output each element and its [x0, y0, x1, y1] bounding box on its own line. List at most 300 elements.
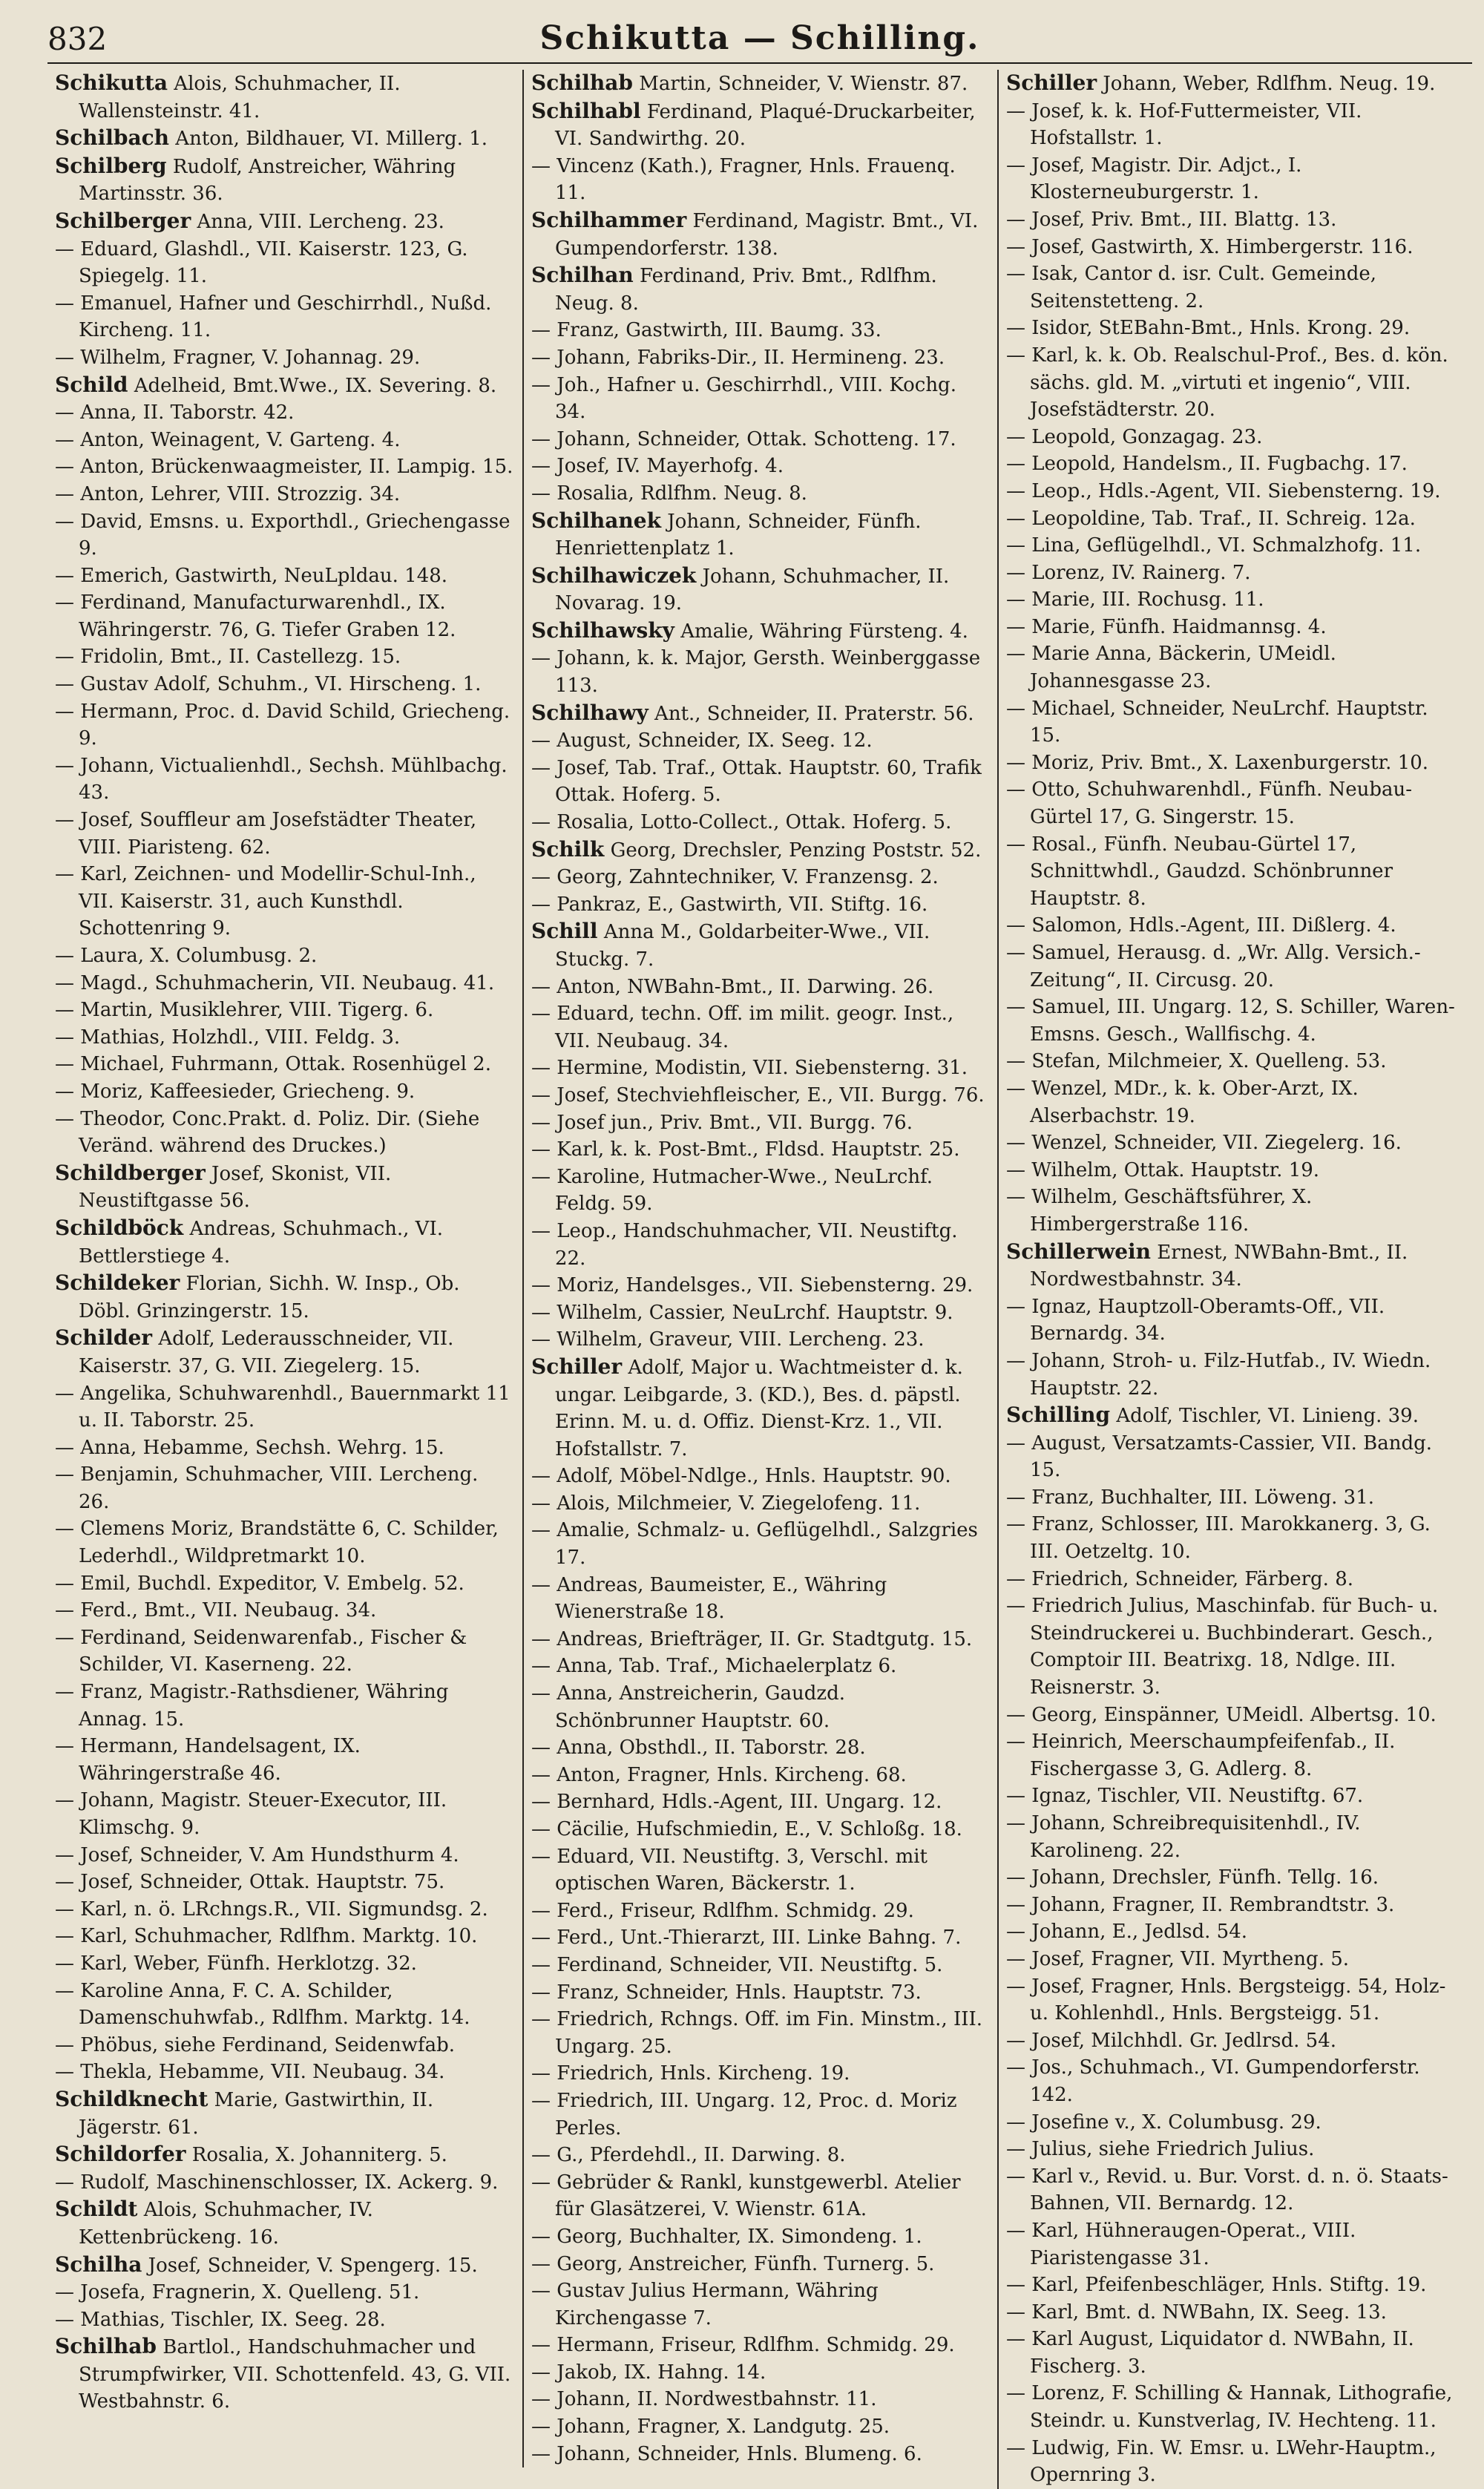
directory-entry — [55, 290, 515, 344]
ditto-dash: — — [1006, 833, 1025, 856]
surname: Schildknecht — [55, 2086, 209, 2111]
ditto-dash: — — [531, 1926, 551, 1949]
entry-text: Eduard, Glashdl., VII. Kaiserstr. 123, G. Spiegelg. 11. — [79, 237, 468, 288]
surname: Schilhawsky — [531, 617, 674, 643]
ditto-dash: — — [531, 1953, 551, 1976]
directory-entry — [55, 208, 515, 236]
entry-text: Marie, III. Rochusg. 11. — [1031, 588, 1264, 611]
ditto-dash: — — [531, 1219, 551, 1242]
ditto-dash: — — [1006, 1975, 1025, 1998]
ditto-dash: — — [1006, 1158, 1025, 1181]
surname: Schill — [531, 919, 598, 944]
entry-text: Ignaz, Tischler, VII. Neustiftg. 67. — [1031, 1785, 1364, 1808]
directory-entry — [531, 1136, 990, 1164]
directory-entry — [1006, 1946, 1465, 1973]
directory-entry — [1006, 2217, 1465, 2272]
ditto-dash: — — [55, 1463, 74, 1486]
directory-entry — [55, 481, 515, 508]
entry-text: Georg, Zahntechniker, V. Franzensg. 2. — [556, 866, 939, 889]
ditto-dash: — — [531, 1492, 551, 1515]
running-head: Schikutta — Schilling. — [539, 19, 980, 57]
directory-entry — [1006, 342, 1465, 424]
surname: Schiller — [1006, 70, 1097, 95]
directory-entry — [55, 861, 515, 942]
entry-text: Ferdinand, Seidenwarenfab., Fischer & Schilder, VI. Kaserneng. 22. — [79, 1626, 467, 1676]
directory-entry — [55, 1733, 515, 1787]
directory-entry — [55, 1842, 515, 1869]
ditto-dash: — — [55, 1107, 74, 1130]
surname: Schilberg — [55, 153, 167, 178]
ditto-dash: — — [1006, 425, 1025, 448]
directory-entry — [1006, 2299, 1465, 2326]
ditto-dash: — — [531, 1519, 551, 1542]
entry-text: Thekla, Hebamme, VII. Neubaug. 34. — [80, 2061, 445, 2084]
entry-text: Leopold, Gonzagag. 23. — [1031, 425, 1263, 448]
directory-entry — [531, 1218, 990, 1272]
directory-entry — [1006, 1728, 1465, 1783]
entry-text: Josef jun., Priv. Bmt., VII. Burgg. 76. — [556, 1111, 913, 1134]
surname: Schilhab — [531, 70, 633, 95]
entry-text: Adolf, Tischler, VI. Linieng. 39. — [1116, 1405, 1419, 1428]
directory-entry — [531, 2060, 990, 2088]
entry-text: Hermann, Friseur, Rdlfhm. Schmidg. 29. — [556, 2334, 955, 2357]
directory-entry — [531, 755, 990, 809]
ditto-dash: — — [55, 401, 74, 424]
entry-text: Anna, Obsthdl., II. Taborstr. 28. — [556, 1737, 866, 1760]
ditto-dash: — — [1006, 1050, 1025, 1073]
entry-text: August, Schneider, IX. Seeg. 12. — [556, 729, 873, 752]
entry-text: Ferdinand, Priv. Bmt., Rdlfhm. Neug. 8. — [555, 265, 937, 315]
ditto-dash: — — [55, 1382, 74, 1405]
directory-entry — [1006, 912, 1465, 939]
entry-text: Emanuel, Hafner und Geschirrhdl., Nußd. Kircheng. 11. — [79, 292, 492, 342]
surname: Schilhanek — [531, 508, 661, 533]
entry-text: Karoline, Hutmacher-Wwe., NeuLrchf. Feldg. 59. — [555, 1165, 933, 1216]
ditto-dash: — — [1006, 534, 1025, 557]
entry-text: Johann, Schneider, Fünfh. Henriettenplatz 1. — [555, 510, 922, 560]
ditto-dash: — — [55, 1681, 74, 1704]
ditto-dash: — — [1006, 208, 1025, 231]
ditto-dash: — — [531, 2225, 551, 2248]
entry-text: Josefa, Fragnerin, X. Quelleng. 51. — [80, 2281, 420, 2304]
directory-entry — [531, 70, 990, 98]
directory-entry — [531, 1816, 990, 1843]
directory-entry — [531, 891, 990, 919]
entry-text: Salomon, Hdls.-Agent, III. Dißlerg. 4. — [1031, 914, 1396, 937]
entry-text: Lorenz, F. Schilling & Hannak, Lithografie, Steindr. u. Kunstverlag, IV. Hechteng. 11. — [1030, 2382, 1453, 2433]
directory-entry — [531, 2223, 990, 2251]
directory-entry — [1006, 98, 1465, 152]
ditto-dash: — — [1006, 1077, 1025, 1100]
directory-entry — [1006, 776, 1465, 830]
entry-text: Karl, n. ö. LRchngs.R., VII. Sigmundsg. 2. — [80, 1898, 488, 1921]
entry-text: David, Emsns. u. Exporthdl., Griechengasse 9. — [79, 510, 510, 560]
entry-text: Friedrich, Rchngs. Off. im Fin. Minstm., III. Ungarg. 25. — [555, 2008, 983, 2058]
directory-entry — [55, 1896, 515, 1924]
ditto-dash: — — [1006, 1731, 1025, 1754]
ditto-dash: — — [531, 975, 551, 998]
directory-entry — [55, 1515, 515, 1570]
entry-text: Josef, Schneider, V. Spengerg. 15. — [148, 2254, 478, 2277]
directory-entry — [1006, 315, 1465, 342]
ditto-dash: — — [1006, 588, 1025, 611]
directory-entry — [531, 1680, 990, 1734]
directory-entry — [55, 2169, 515, 2197]
entry-text: Hermine, Modistin, VII. Siebensterng. 31. — [556, 1057, 968, 1080]
surname: Schilk — [531, 836, 605, 862]
directory-entry — [531, 344, 990, 372]
entry-text: Marie Anna, Bäckerin, UMeidl. Johannesgasse 23. — [1030, 643, 1336, 693]
entry-text: Magd., Schuhmacherin, VII. Neubaug. 41. — [80, 971, 495, 994]
surname: Schilhan — [531, 263, 634, 288]
entry-text: Ferd., Bmt., VII. Neubaug. 34. — [80, 1599, 377, 1622]
entry-text: Franz, Buchhalter, III. Löweng. 31. — [1031, 1486, 1375, 1509]
ditto-dash: — — [531, 1899, 551, 1922]
ditto-dash: — — [55, 646, 74, 669]
directory-entry — [531, 1843, 990, 1898]
directory-entry — [1006, 1918, 1465, 1946]
ditto-dash: — — [531, 1818, 551, 1840]
directory-entry — [531, 809, 990, 836]
ditto-dash: — — [55, 1898, 74, 1921]
surname: Schilhammer — [531, 207, 687, 232]
entry-text: Adolf, Lederausschneider, VII. Kaiserstr. 37, G. VII. Ziegelerg. 15. — [79, 1328, 454, 1377]
ditto-dash: — — [55, 1599, 74, 1622]
directory-entry — [55, 752, 515, 807]
entry-text: Johann, Schreibrequisitenhdl., IV. Karolineng. 22. — [1030, 1812, 1361, 1862]
ditto-dash: — — [531, 647, 551, 670]
entry-text: Johann, Weber, Rdlfhm. Neug. 19. — [1103, 73, 1436, 95]
entry-text: Josef, Tab. Traf., Ottak. Hauptstr. 60, Trafik Ottak. Hoferg. 5. — [555, 756, 982, 807]
directory-entry — [531, 700, 990, 728]
directory-entry — [55, 1051, 515, 1078]
entry-text: Johann, Schneider, Ottak. Schotteng. 17. — [556, 427, 956, 450]
directory-entry — [1006, 1184, 1465, 1238]
directory-entry — [531, 2386, 990, 2413]
ditto-dash: — — [531, 2144, 551, 2167]
directory-entry — [55, 563, 515, 590]
ditto-dash: — — [1006, 2301, 1025, 2324]
directory-entry — [55, 2252, 515, 2280]
ditto-dash: — — [1006, 1921, 1025, 1944]
directory-entry — [531, 1517, 990, 1571]
directory-entry — [55, 1950, 515, 1978]
entry-text: Alois, Milchmeier, V. Ziegelofeng. 11. — [556, 1492, 921, 1515]
directory-entry — [531, 1299, 990, 1327]
ditto-dash: — — [531, 2062, 551, 2085]
ditto-dash: — — [55, 564, 74, 587]
ditto-dash: — — [531, 2171, 551, 2194]
directory-entry — [55, 2032, 515, 2059]
entry-text: Rosal., Fünfh. Neubau-Gürtel 17, Schnittwhdl., Gaudzd. Schönbrunner Hauptstr. 8. — [1030, 833, 1393, 910]
entry-text: Anna M., Goldarbeiter-Wwe., VII. Stuckg. 7. — [555, 921, 930, 971]
ditto-dash: — — [1006, 1295, 1025, 1318]
entry-text: Stefan, Milchmeier, X. Quelleng. 53. — [1031, 1050, 1387, 1073]
directory-entry — [1006, 234, 1465, 261]
ditto-dash: — — [531, 1301, 551, 1324]
entry-text: Friedrich Julius, Maschinfab. für Buch- u. Steindruckerei u. Buchbinderart. Gesch., Comptoir III. Beatrixg. 18, Ndlge. III. Reisnerstr. 3. — [1030, 1595, 1439, 1699]
ditto-dash: — — [1006, 778, 1025, 801]
directory-entry — [1006, 614, 1465, 641]
directory-entry — [55, 1978, 515, 2032]
ditto-dash: — — [55, 1979, 74, 2002]
ditto-dash: — — [531, 2334, 551, 2357]
entry-text: Anton, Lehrer, VIII. Strozzig. 34. — [80, 482, 401, 505]
entry-text: Rudolf, Anstreicher, Währing Martinsstr. 36. — [79, 155, 456, 206]
ditto-dash: — — [531, 1763, 551, 1786]
ditto-dash: — — [55, 292, 74, 315]
directory-entry — [531, 2359, 990, 2387]
entry-text: Karl, Pfeifenbeschläger, Hnls. Stiftg. 19. — [1031, 2274, 1427, 2297]
directory-entry — [55, 2333, 515, 2416]
entry-text: Karl, Weber, Fünfh. Herklotzg. 32. — [80, 1952, 417, 1975]
entry-text: Karl, Schuhmacher, Rdlfhm. Marktg. 10. — [80, 1925, 478, 1948]
entry-text: Josefine v., X. Columbusg. 29. — [1031, 2111, 1322, 2134]
ditto-dash: — — [1006, 1486, 1025, 1509]
ditto-dash: — — [55, 482, 74, 505]
entry-text: Georg, Anstreicher, Fünfh. Turnerg. 5. — [556, 2252, 935, 2275]
entry-text: Vincenz (Kath.), Fragner, Hnls. Frauenq. 11. — [555, 154, 956, 205]
entry-text: Anton, Brückenwaagmeister, II. Lampig. 15. — [80, 456, 513, 479]
surname: Schilhabl — [531, 98, 641, 123]
ditto-dash: — — [531, 2252, 551, 2275]
entry-text: Benjamin, Schuhmacher, VIII. Lercheng. 26. — [79, 1463, 479, 1513]
directory-entry — [531, 1924, 990, 1952]
entry-text: Josef, Schneider, V. Am Hundsthurm 4. — [80, 1843, 459, 1866]
ditto-dash: — — [1006, 2056, 1025, 2079]
entry-text: Johann, Stroh- u. Filz-Hutfab., IV. Wiedn. Hauptstr. 22. — [1030, 1349, 1431, 1400]
entry-text: Karl, k. k. Post-Bmt., Fldsd. Hauptstr. 25. — [556, 1138, 960, 1161]
ditto-dash: — — [55, 1436, 74, 1459]
ditto-dash: — — [55, 999, 74, 1022]
directory-entry — [1006, 2435, 1465, 2489]
directory-entry — [55, 1624, 515, 1679]
directory-entry — [531, 1952, 990, 1979]
entry-text: Cäcilie, Hufschmiedin, E., V. Schloßg. 18. — [556, 1818, 962, 1840]
directory-entry — [1006, 2272, 1465, 2299]
ditto-dash: — — [531, 866, 551, 889]
directory-entry — [1006, 2054, 1465, 2108]
directory-entry — [55, 1270, 515, 1325]
ditto-dash: — — [55, 1026, 74, 1049]
directory-entry — [55, 2279, 515, 2306]
ditto-dash: — — [531, 346, 551, 369]
ditto-dash: — — [1006, 507, 1025, 530]
directory-entry — [55, 344, 515, 372]
entry-text: Johann, Schneider, Hnls. Blumeng. 6. — [556, 2442, 922, 2465]
entry-text: Anna, Hebamme, Sechsh. Wehrg. 15. — [80, 1436, 444, 1459]
entry-text: Georg, Einspänner, UMeidl. Albertsg. 10. — [1031, 1703, 1437, 1726]
entry-text: Wilhelm, Cassier, NeuLrchf. Hauptstr. 9. — [556, 1301, 953, 1324]
entry-text: Wilhelm, Fragner, V. Johannag. 29. — [80, 346, 421, 369]
ditto-dash: — — [55, 2061, 74, 2084]
directory-entry — [55, 1160, 515, 1215]
entry-text: Emerich, Gastwirth, NeuLpldau. 148. — [80, 564, 448, 587]
surname: Schildt — [55, 2197, 138, 2222]
directory-entry — [531, 1762, 990, 1789]
entry-text: Leopoldine, Tab. Traf., II. Schreig. 12a. — [1031, 507, 1416, 530]
surname: Schildorfer — [55, 2142, 186, 2167]
entry-text: Johann, Drechsler, Fünfh. Tellg. 16. — [1031, 1866, 1379, 1889]
directory-entry — [1006, 2326, 1465, 2380]
directory-entry — [1006, 2109, 1465, 2137]
ditto-dash: — — [531, 1465, 551, 1488]
directory-entry — [1006, 1973, 1465, 2027]
ditto-dash: — — [531, 455, 551, 478]
entry-text: Martin, Musiklehrer, VIII. Tigerg. 6. — [80, 999, 434, 1022]
ditto-dash: — — [1006, 2382, 1025, 2405]
surname: Schildberger — [55, 1160, 206, 1185]
surname: Schilberger — [55, 208, 191, 233]
entry-text: Samuel, III. Ungarg. 12, S. Schiller, Waren-Emsns. Gesch., Wallfischg. 4. — [1030, 996, 1455, 1046]
directory-entry — [531, 2278, 990, 2332]
directory-entry — [531, 2169, 990, 2223]
directory-entry — [531, 1326, 990, 1354]
ditto-dash: — — [55, 1925, 74, 1948]
ditto-dash: — — [531, 2442, 551, 2465]
entry-text: Franz, Magistr.-Rathsdiener, Währing Annag. 15. — [79, 1681, 449, 1731]
ditto-dash: — — [1006, 453, 1025, 476]
entry-text: Anna, VIII. Lercheng. 23. — [197, 210, 444, 233]
entry-text: Ferdinand, Plaqué-Druckarbeiter, VI. Sandwirthg. 20. — [555, 100, 976, 151]
ditto-dash: — — [1006, 2328, 1025, 2351]
ditto-dash: — — [1006, 1866, 1025, 1889]
ditto-dash: — — [1006, 2111, 1025, 2134]
entry-text: Friedrich, Schneider, Färberg. 8. — [1031, 1567, 1354, 1590]
directory-entry — [531, 1000, 990, 1055]
entry-text: Leop., Handschuhmacher, VII. Neustiftg. 22. — [555, 1219, 958, 1270]
directory-entry — [1006, 206, 1465, 234]
ditto-dash: — — [531, 1138, 551, 1161]
directory-entry — [55, 399, 515, 427]
entry-text: Josef, k. k. Hof-Futtermeister, VII. Hofstallstr. 1. — [1030, 99, 1362, 150]
ditto-dash: — — [531, 1003, 551, 1026]
entry-text: Samuel, Herausg. d. „Wr. Allg. Versich.-Zeitung“, II. Circusg. 20. — [1030, 942, 1421, 991]
surname: Schilder — [55, 1325, 153, 1351]
ditto-dash: — — [531, 1791, 551, 1814]
directory-entry — [55, 508, 515, 563]
directory-entry — [1006, 560, 1465, 587]
ditto-dash: — — [55, 1572, 74, 1595]
directory-entry — [55, 1570, 515, 1598]
directory-entry — [1006, 1239, 1465, 1293]
entry-text: Amalie, Währing Fürsteng. 4. — [680, 620, 968, 643]
entry-text: Rosalia, X. Johanniterg. 5. — [191, 2144, 447, 2167]
directory-entry — [1006, 695, 1465, 750]
ditto-dash: — — [531, 811, 551, 834]
entry-text: Friedrich, III. Ungarg. 12, Proc. d. Moriz Perles. — [555, 2089, 957, 2139]
entry-text: Josef, Fragner, Hnls. Bergsteigg. 54, Holz- u. Kohlenhdl., Hnls. Bergsteigg. 51. — [1030, 1975, 1446, 2025]
directory-entry — [55, 942, 515, 970]
directory-entry — [531, 2088, 990, 2142]
ditto-dash: — — [531, 1111, 551, 1134]
directory-entry — [531, 98, 990, 153]
ditto-dash: — — [1006, 615, 1025, 638]
directory-entry — [55, 643, 515, 671]
directory-entry — [531, 1979, 990, 2007]
entry-text: Josef, Skonist, VII. Neustiftgasse 56. — [79, 1162, 392, 1213]
directory-entry — [531, 153, 990, 207]
directory-entry — [531, 864, 990, 891]
entry-text: Josef, Stechviehfleischer, E., VII. Burgg. 76. — [556, 1083, 985, 1106]
directory-entry — [531, 372, 990, 426]
directory-entry — [1006, 478, 1465, 505]
entry-text: Franz, Gastwirth, III. Baumg. 33. — [556, 319, 881, 342]
entry-text: Joh., Hafner u. Geschirrhdl., VIII. Kochg. 34. — [555, 373, 956, 424]
directory-entry — [55, 153, 515, 208]
directory-entry — [1006, 1348, 1465, 1402]
entry-text: Wenzel, Schneider, VII. Ziegelerg. 16. — [1031, 1132, 1402, 1155]
entry-text: Heinrich, Meerschaumpfeifenfab., II. Fischergasse 3, G. Adlerg. 8. — [1030, 1731, 1396, 1780]
entry-text: Ludwig, Fin. W. Emsr. u. LWehr-Hauptm., Opernring 3. — [1030, 2436, 1437, 2487]
directory-entry — [1006, 939, 1465, 994]
ditto-dash: — — [55, 1518, 74, 1541]
directory-entry — [55, 2306, 515, 2334]
ditto-dash: — — [531, 2361, 551, 2384]
ditto-dash: — — [55, 2281, 74, 2304]
ditto-dash: — — [531, 1981, 551, 2004]
ditto-dash: — — [531, 319, 551, 342]
entry-text: Anton, NWBahn-Bmt., II. Darwing. 26. — [556, 975, 934, 998]
ditto-dash: — — [55, 700, 74, 723]
directory-entry — [1006, 1402, 1465, 1430]
ditto-dash: — — [1006, 1432, 1025, 1455]
ditto-dash: — — [531, 2416, 551, 2439]
directory-entry — [1006, 1593, 1465, 1701]
entry-text: Hermann, Proc. d. David Schild, Griecheng. 9. — [79, 700, 510, 750]
directory-entry — [531, 2332, 990, 2359]
directory-entry — [1006, 1484, 1465, 1512]
ditto-dash: — — [55, 428, 74, 451]
directory-entry — [531, 1463, 990, 1490]
entry-text: Eduard, VII. Neustiftg. 3, Verschl. mit optischen Waren, Bäckerstr. 1. — [555, 1845, 928, 1895]
entry-text: Gustav Julius Hermann, Währing Kirchengasse 7. — [555, 2280, 879, 2329]
directory-entry — [55, 1787, 515, 1841]
entry-text: Marie, Fünfh. Haidmannsg. 4. — [1031, 615, 1327, 638]
entry-text: Amalie, Schmalz- u. Geflügelhdl., Salzgries 17. — [555, 1519, 978, 1570]
directory-entry — [1006, 70, 1465, 98]
directory-entry — [55, 997, 515, 1024]
directory-entry — [1006, 1048, 1465, 1075]
entry-text: Ant., Schneider, II. Praterstr. 56. — [654, 702, 974, 725]
surname: Schildeker — [55, 1270, 180, 1296]
ditto-dash: — — [1006, 263, 1025, 286]
directory-entry — [55, 671, 515, 698]
directory-entry — [1006, 1129, 1465, 1157]
entry-text: Johann, E., Jedlsd. 54. — [1031, 1921, 1248, 1944]
ditto-dash: — — [55, 971, 74, 994]
ditto-dash: — — [55, 591, 74, 614]
ditto-dash: — — [531, 154, 551, 177]
directory-entry — [531, 426, 990, 453]
ditto-dash: — — [531, 1057, 551, 1080]
entry-text: Anna, Tab. Traf., Michaelerplatz 6. — [556, 1655, 897, 1678]
ditto-dash: — — [531, 729, 551, 752]
entry-text: Franz, Schlosser, III. Marokkanerg. 3, G. III. Oetzeltg. 10. — [1030, 1513, 1431, 1564]
directory-entry — [55, 807, 515, 861]
ditto-dash: — — [55, 2171, 74, 2194]
directory-entry — [1006, 1864, 1465, 1892]
directory-entry — [1006, 2380, 1465, 2434]
entry-text: Josef, Priv. Bmt., III. Blattg. 13. — [1031, 208, 1337, 231]
ditto-dash: — — [531, 427, 551, 450]
directory-entry — [55, 1078, 515, 1106]
directory-entry — [531, 1354, 990, 1463]
ditto-dash: — — [531, 1274, 551, 1297]
directory-entry — [531, 1272, 990, 1299]
entry-text: Anna, Anstreicherin, Gaudzd. Schönbrunner Hauptstr. 60. — [555, 1682, 845, 1732]
entry-text: Anton, Fragner, Hnls. Kircheng. 68. — [556, 1763, 907, 1786]
